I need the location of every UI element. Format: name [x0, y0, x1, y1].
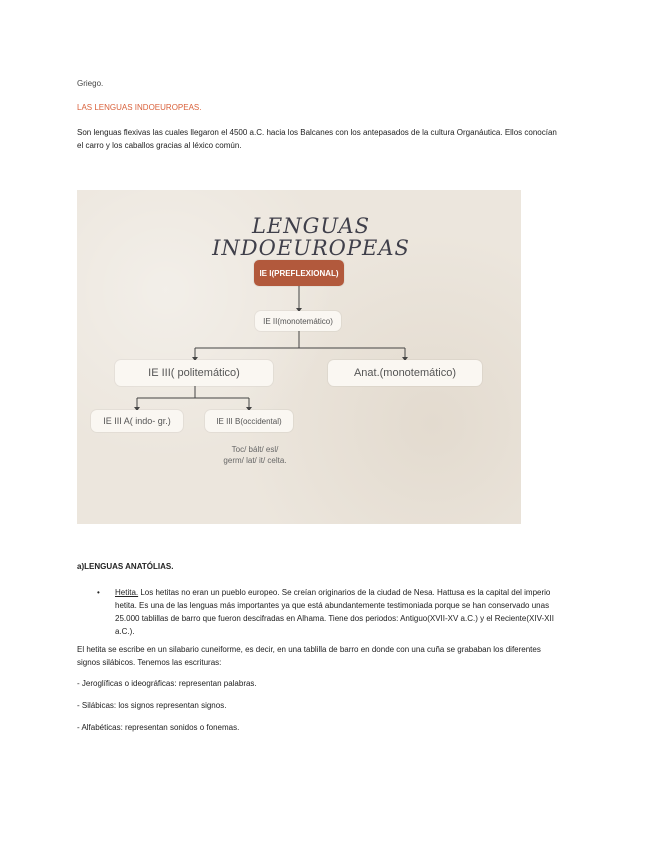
indoeuropean-diagram	[77, 190, 521, 524]
bullet-marker: •	[97, 588, 100, 597]
intro-paragraph: Son lenguas flexivas las cuales llegaron el 4500 a.C. hacia los Balcanes con los antepasados de la cultura Organáutica. Ellos conocían el carro y los caballos gracias al léxico común.	[77, 128, 557, 150]
node-anatolian: Anat.(monotemático)	[328, 360, 482, 386]
list-item: - Silábicas: los signos representan signos.	[77, 701, 227, 710]
section-heading: LAS LENGUAS INDOEUROPEAS.	[77, 103, 202, 112]
list-item: - Jeroglíficas o ideográficas: representan palabras.	[77, 679, 257, 688]
node-ie-iii-b: IE III B(occidental)	[205, 410, 293, 432]
node-ie-iii-a: IE III A( indo- gr.)	[91, 410, 183, 432]
node-ie-iii: IE III( politemático)	[115, 360, 273, 386]
branch-note-line1: Toc/ bált/ esl/	[231, 445, 279, 454]
bullet-text	[115, 586, 567, 638]
bullet-body: Los hetitas no eran un pueblo europeo. Se creían originarios de la ciudad de Nesa. Hattusa es la capital del imperio hetita. Es una de las lenguas más importantes ya que está abundantemente testimoniada porque se han conservado unas 25.000 tablillas de barro que fueron descifradas en Alhama. Tiene dos periodos: Antiguo(XVII-XV a.C.) y el Reciente(XIV-XII a.C.).	[115, 588, 554, 636]
diagram-title-line1: LENGUAS	[251, 214, 371, 238]
subject-label: Griego.	[77, 79, 104, 88]
branch-note	[195, 444, 315, 466]
list-item: - Alfabéticas: representan sonidos o fonemas.	[77, 723, 240, 732]
node-ie-ii: IE II(monotemático)	[255, 311, 341, 331]
diagram-title-line2: INDOEUROPEAS	[212, 236, 410, 260]
branch-note-line2: germ/ lat/ it/ celta.	[223, 456, 287, 465]
term-hetita: Hetita.	[115, 588, 139, 597]
node-ie-i: IE I(PREFLEXIONAL)	[254, 260, 344, 286]
writing-paragraph: El hetita se escribe en un silabario cuneiforme, es decir, en una tablilla de barro en donde con una cuña se grababan los diferentes signos silábicos. Tenemos las escrituras:	[77, 645, 541, 667]
section-title: a)LENGUAS ANATÓLIAS.	[77, 562, 174, 571]
